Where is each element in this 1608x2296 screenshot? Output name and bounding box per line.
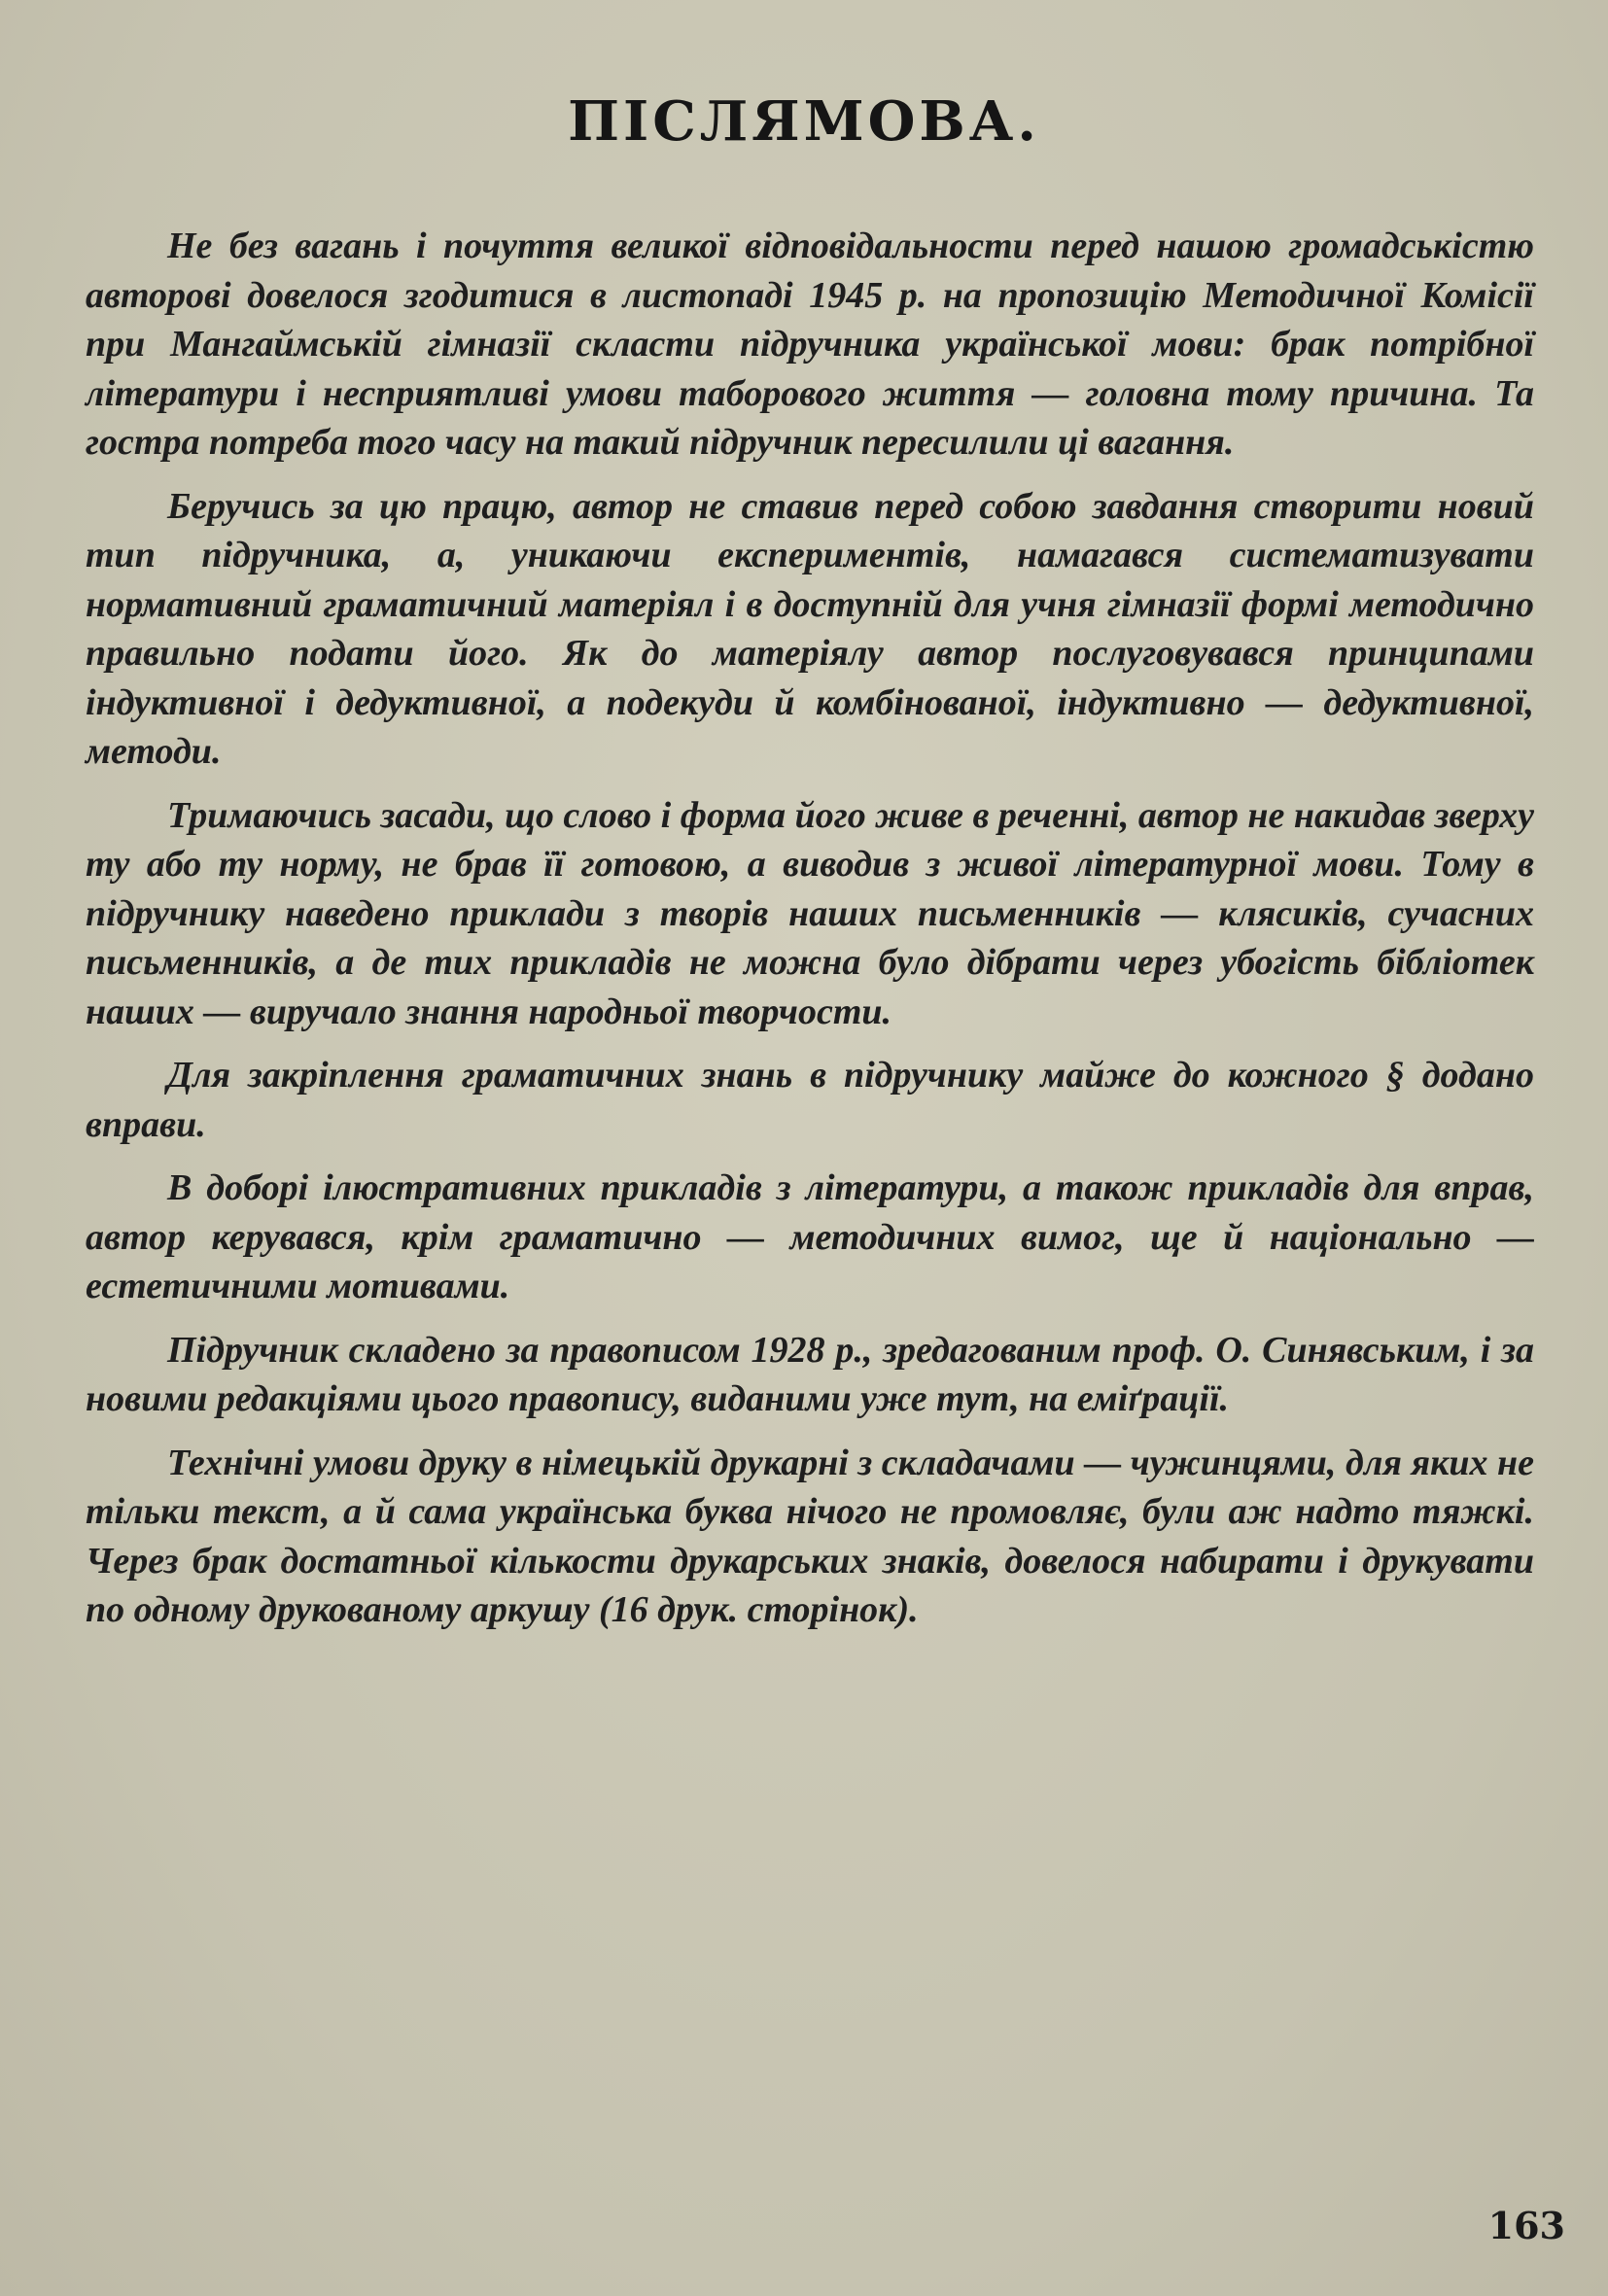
paragraph: Для закріплення граматичних знань в підручнику майже до кожного § додано вправи. — [86, 1055, 1534, 1145]
paragraph: В доборі ілюстративних прикладів з літератури, а також прикладів для вправ, автор керувався, крім граматично — методичних вимог, ще й національно — естетичними мотивами. — [86, 1167, 1534, 1306]
paragraph: Не без вагань і почуття великої відповідальности перед нашою громадськістю авторові довелося згодитися в листопаді 1945 р. на пропозицію Методичної Комісії при Мангаймській гімназії скласти підручника української мови: брак потрібної літератури і несприятливі умови таборового життя — головна тому причина. Та гостра потреба того часу на такий підручник пересилили ці вагання. — [86, 226, 1534, 463]
paragraph: Підручник складено за правописом 1928 р., зредагованим проф. О. Синявським, і за новими редакціями цього правопису, виданими уже тут, на еміґрації. — [86, 1329, 1534, 1419]
page-title: ПІСЛЯМОВА. — [568, 89, 1040, 154]
paragraph: Тримаючись засади, що слово і форма його живе в реченні, автор не накидав зверху ту або ту норму, не брав її готовою, а виводив з живої літературної мови. Тому в підручнику наведено приклади з творів наших письменників — клясиків, сучасних письменників, а де тих прикладів не можна було дібрати через убогість бібліотек наших — виручало знання народньої творчости. — [86, 794, 1534, 1032]
page-number: 163 — [1487, 2204, 1565, 2247]
paragraph: Беручись за цю працю, автор не ставив перед собою завдання створити новий тип підручника, а, уникаючи експериментів, намагався систематизувати нормативний граматичний матеріял і в доступній для учня гімназії формі методично правильно подати його. Як до матеріялу автор послуговувався принципами індуктивної і дедуктивної, а подекуди й комбінованої, індуктивно — дедуктивної, методи. — [86, 485, 1534, 772]
paragraph: Технічні умови друку в німецькій друкарні з складачами — чужинцями, для яких не тільки текст, а й сама українська буква нічого не промовляє, були аж надто тяжкі. Через брак достатньої кількости друкарських знаків, довелося набирати і друкувати по одному друкованому аркушу (16 друк. сторінок). — [86, 1442, 1534, 1630]
body-text — [86, 222, 1534, 1650]
